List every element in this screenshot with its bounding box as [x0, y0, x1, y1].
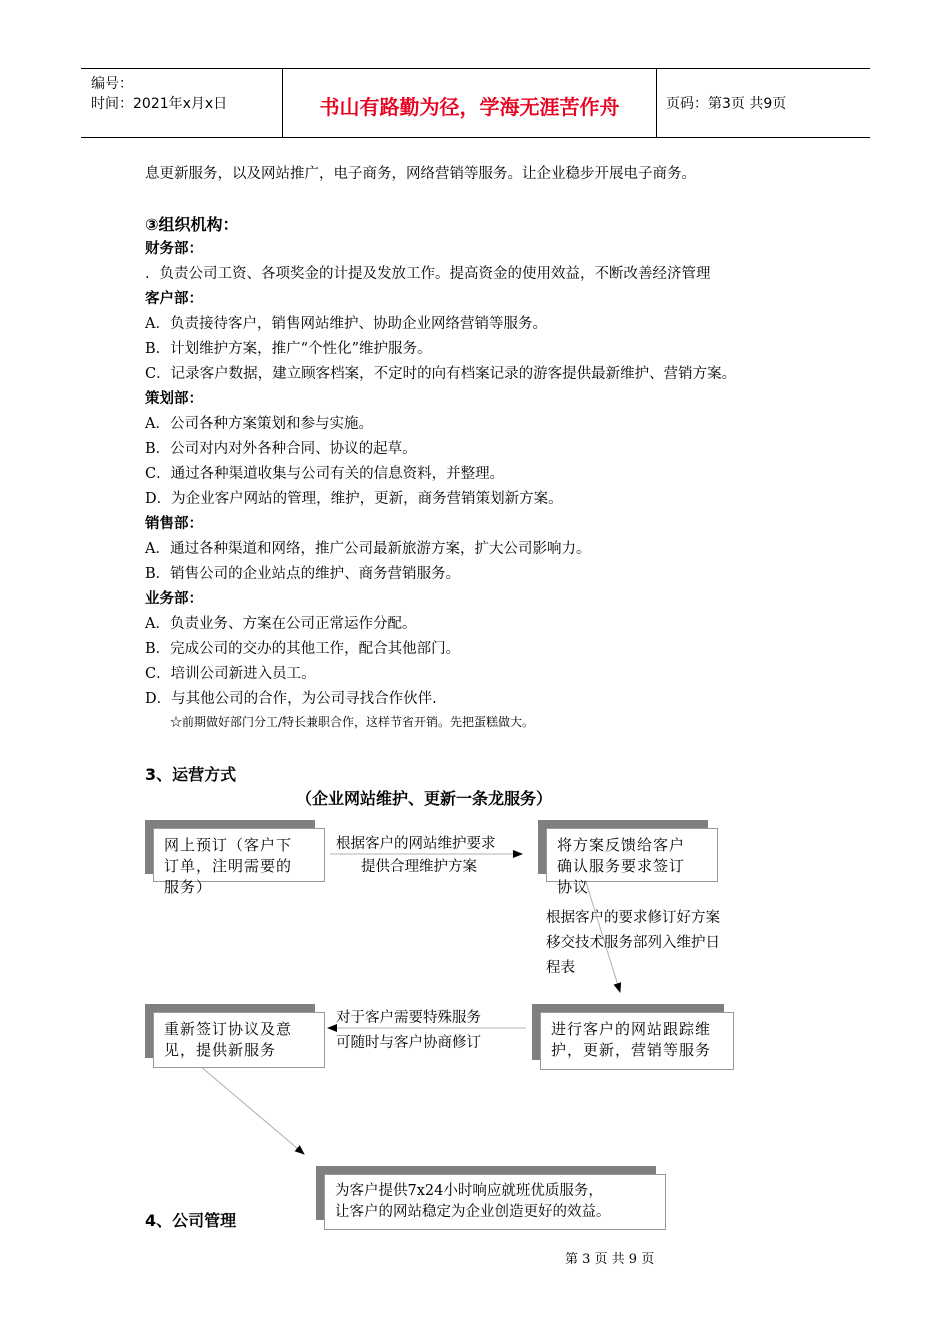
dept-planning-title: 策划部：: [145, 391, 203, 407]
flow-box-line: 确认服务要求签订: [557, 857, 686, 875]
management-title: 4、公司管理: [145, 1211, 237, 1230]
flow-box-line: 进行客户的网站跟踪维: [551, 1020, 712, 1038]
flow-box-line: 订单，注明需要的: [164, 857, 293, 875]
flow-label-2: 根据客户的要求修订好方案: [546, 910, 720, 926]
org-title: ③组织机构：: [145, 215, 239, 234]
date-label: 时间：2021年x月x日: [91, 96, 228, 112]
flow-label-3: 对于客户需要特殊服务: [336, 1010, 481, 1026]
page-label: 页码：第3页 共9页: [666, 96, 787, 112]
dept-sales-item: B．销售公司的企业站点的维护、商务营销服务。: [145, 566, 461, 582]
operation-title: 3、运营方式: [145, 765, 237, 784]
dept-business-item: C．培训公司新进入员工。: [145, 666, 316, 682]
flow-box-service: [324, 1174, 666, 1230]
flow-label-1: 提供合理维护方案: [361, 859, 477, 875]
flow-box-line: 让客户的网站稳定为企业创造更好的效益。: [335, 1204, 611, 1220]
flow-box-maintain: [540, 1012, 734, 1070]
dept-planning-item: D．为企业客户网站的管理，维护，更新，商务营销策划新方案。: [145, 491, 563, 507]
flow-label-3: 可随时与客户协商修订: [336, 1035, 481, 1051]
flow-label-1: 根据客户的网站维护要求: [336, 836, 496, 852]
flow-box-order: [153, 828, 325, 896]
flow-label-2: 程表: [546, 960, 575, 976]
flow-box-line: 服务）: [164, 878, 213, 896]
flow-box-line: 为客户提供7x24小时响应就班优质服务，: [335, 1183, 603, 1199]
page-footer: 第 3 页 共 9 页: [565, 1252, 655, 1267]
dept-planning-item: C．通过各种渠道收集与公司有关的信息资料，并整理。: [145, 466, 505, 482]
dept-customer-item: B．计划维护方案，推广“个性化”维护服务。: [145, 341, 432, 357]
motto: 书山有路勤为径，学海无涯苦作舟: [319, 95, 620, 119]
dept-finance-title: 财务部：: [145, 241, 203, 257]
flow-box-confirm: [546, 828, 718, 896]
dept-customer-title: 客户部：: [145, 291, 203, 307]
flow-box-renew: [153, 1012, 325, 1068]
dept-planning-item: B．公司对内对外各种合同、协议的起草。: [145, 441, 417, 457]
dept-business-item: B．完成公司的交办的其他工作，配合其他部门。: [145, 641, 461, 657]
flow-box-line: 护，更新，营销等服务: [551, 1041, 712, 1059]
flow-box-line: 协议: [557, 878, 590, 896]
dept-customer-item: A．负责接待客户，销售网站维护、协助企业网络营销等服务。: [145, 316, 547, 332]
intro-line: 息更新服务，以及网站推广，电子商务，网络营销等服务。让企业稳步开展电子商务。: [145, 166, 696, 182]
dept-sales-title: 销售部：: [145, 516, 203, 532]
dept-sales-item: A．通过各种渠道和网络，推广公司最新旅游方案，扩大公司影响力。: [145, 541, 591, 557]
operation-subtitle: （企业网站维护、更新一条龙服务）: [296, 789, 553, 808]
dept-business-item: A．负责业务、方案在公司正常运作分配。: [145, 616, 417, 632]
dept-business-title: 业务部：: [145, 591, 203, 607]
flow-box-line: 重新签订协议及意: [164, 1020, 293, 1038]
dept-business-item: D．与其他公司的合作，为公司寻找合作伙伴.: [145, 691, 437, 707]
org-note: ☆前期做好部门分工/特长兼职合作，这样节省开销。先把蛋糕做大。: [170, 715, 535, 729]
flow-box-line: 见，提供新服务: [164, 1041, 277, 1059]
flow-box-line: 将方案反馈给客户: [557, 836, 686, 854]
dept-customer-item: C．记录客户数据，建立顾客档案，不定时的向有档案记录的游客提供最新维护、营销方案。: [145, 366, 737, 382]
dept-finance-item: ．负责公司工资、各项奖金的计提及发放工作。提高资金的使用效益，不断改善经济管理: [145, 266, 711, 282]
flow-label-2: 移交技术服务部列入维护日: [546, 935, 720, 951]
document-number-label: 编号：: [91, 76, 133, 92]
flow-arrow-4: [200, 1066, 304, 1154]
flow-box-line: 网上预订（客户下: [164, 836, 293, 854]
dept-planning-item: A．公司各种方案策划和参与实施。: [145, 416, 373, 432]
